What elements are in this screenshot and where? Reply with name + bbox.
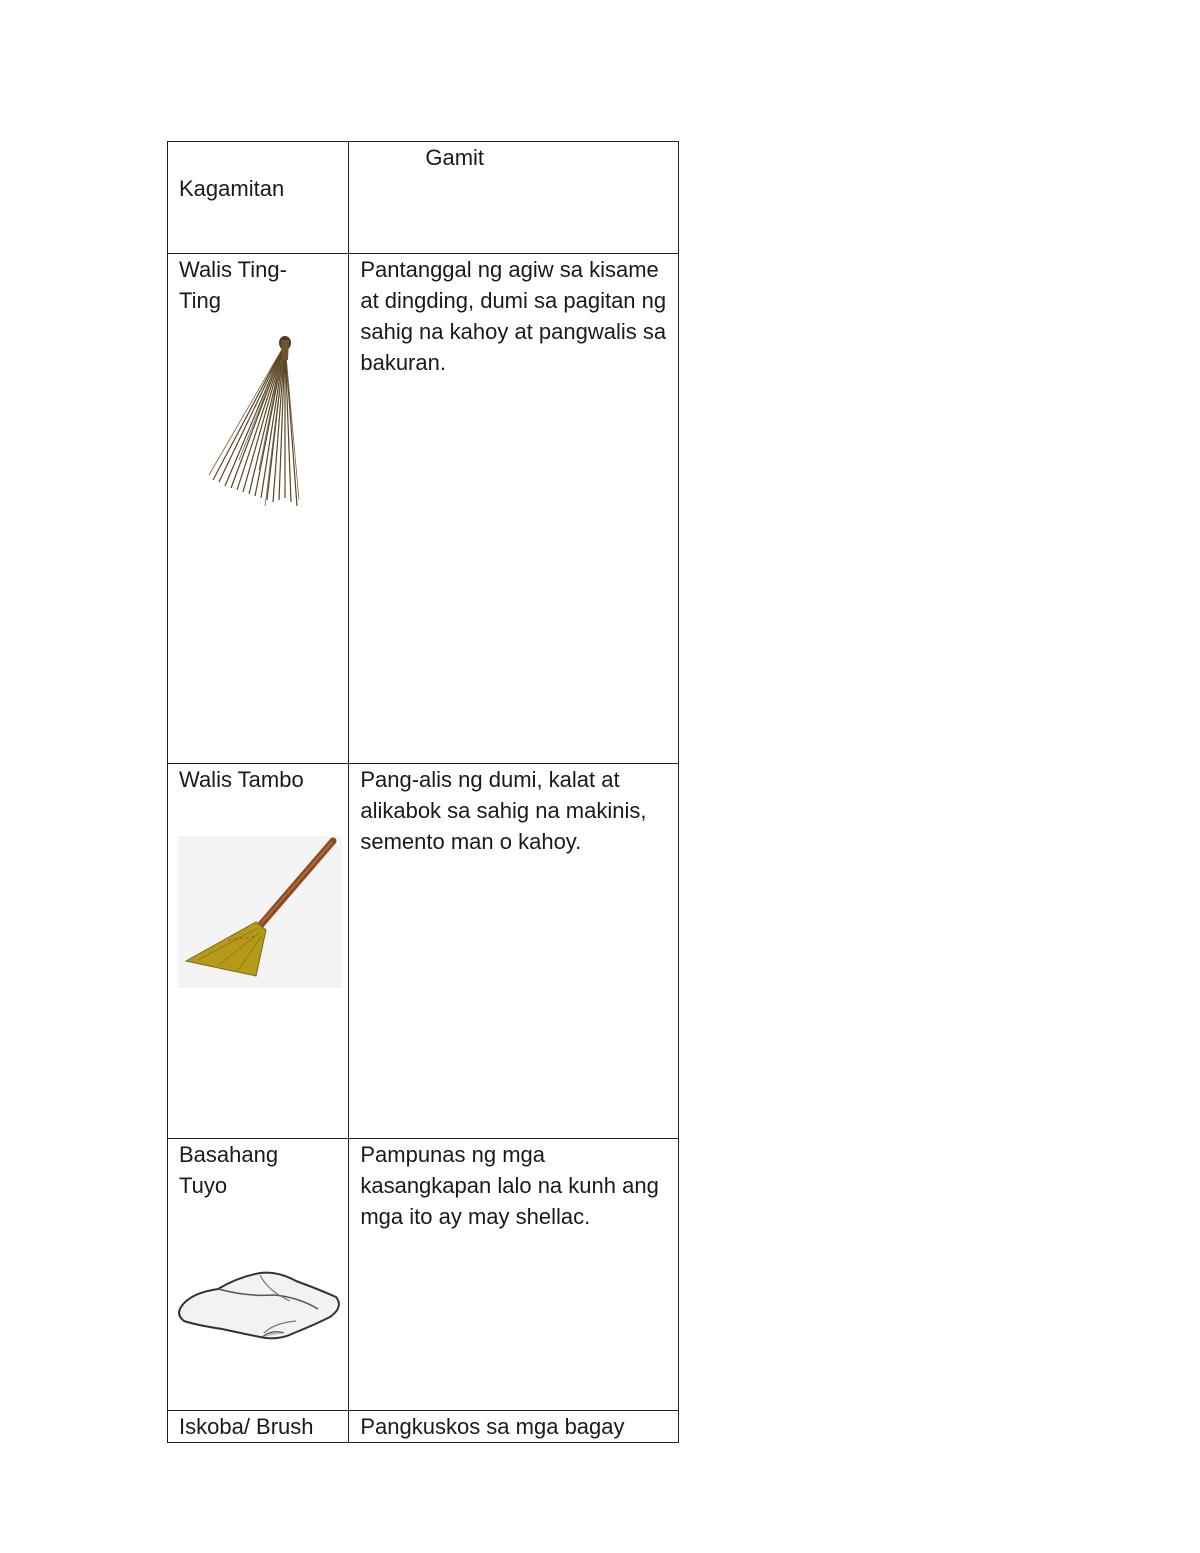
table-header-row bbox=[168, 142, 679, 254]
basahan-icon bbox=[178, 1267, 342, 1347]
item-use: Pang-alis ng dumi, kalat at alikabok sa sahig na makinis, semento man o kahoy. bbox=[349, 764, 679, 1139]
table-row bbox=[168, 1139, 679, 1411]
item-name: Walis Ting- Ting bbox=[179, 257, 287, 313]
header-gamit: Gamit bbox=[349, 142, 679, 254]
item-use: Pantanggal ng agiw sa kisame at dingding, dumi sa pagitan ng sahig na kahoy at pangwalis sa bakuran. bbox=[349, 254, 679, 764]
item-name: Basahang Tuyo bbox=[179, 1142, 279, 1198]
walis-tingting-icon bbox=[179, 330, 339, 580]
item-use: Pangkuskos sa mga bagay bbox=[349, 1411, 679, 1443]
item-name: Iskoba/ Brush bbox=[179, 1414, 314, 1439]
header-kagamitan: Kagamitan bbox=[168, 142, 349, 254]
walis-tambo-icon bbox=[178, 836, 342, 988]
table-row bbox=[168, 254, 679, 764]
item-use: Pampunas ng mga kasangkapan lalo na kunh ang mga ito ay may shellac. bbox=[349, 1139, 679, 1411]
table-row bbox=[168, 1411, 679, 1443]
table-row bbox=[168, 764, 679, 1139]
item-name: Walis Tambo bbox=[179, 767, 304, 792]
tools-table bbox=[167, 141, 679, 1443]
